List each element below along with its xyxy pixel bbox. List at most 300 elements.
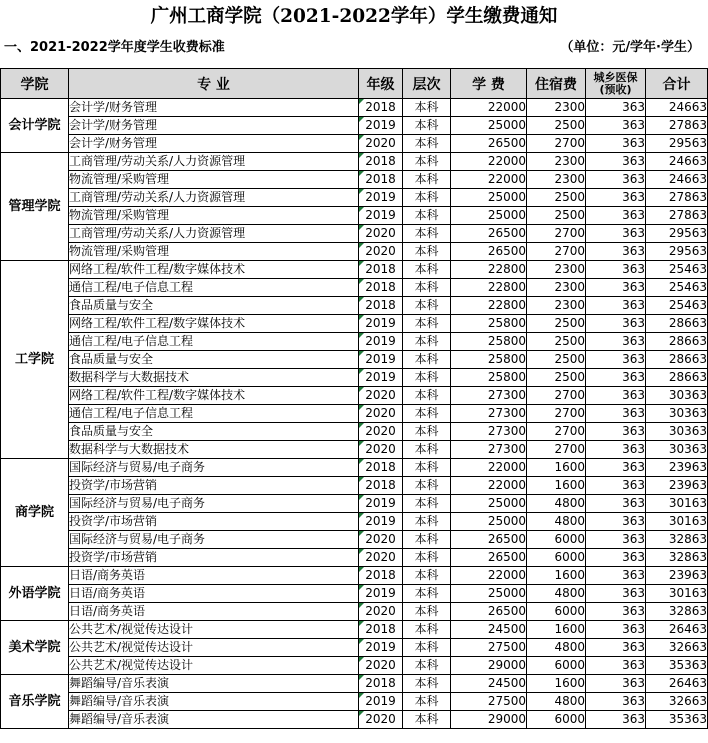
year-cell: 2018 — [359, 477, 403, 495]
dorm-cell: 4800 — [527, 585, 586, 603]
level-cell: 本科 — [403, 315, 451, 333]
dorm-cell: 1600 — [527, 477, 586, 495]
dorm-cell: 2300 — [527, 279, 586, 297]
major-cell: 数据科学与大数据技术 — [69, 441, 359, 459]
year-cell: 2019 — [359, 639, 403, 657]
year-cell: 2020 — [359, 531, 403, 549]
level-cell: 本科 — [403, 153, 451, 171]
header-college: 学院 — [1, 69, 69, 99]
insurance-cell: 363 — [586, 459, 646, 477]
dorm-cell: 2700 — [527, 423, 586, 441]
table-row — [1, 297, 708, 315]
insurance-cell: 363 — [586, 441, 646, 459]
dorm-cell: 2300 — [527, 171, 586, 189]
college-cell: 音乐学院 — [1, 675, 69, 729]
tuition-cell: 25000 — [451, 513, 527, 531]
level-cell: 本科 — [403, 135, 451, 153]
level-cell: 本科 — [403, 477, 451, 495]
dorm-cell: 2500 — [527, 117, 586, 135]
insurance-cell: 363 — [586, 585, 646, 603]
major-cell: 网络工程/软件工程/数字媒体技术 — [69, 387, 359, 405]
insurance-cell: 363 — [586, 513, 646, 531]
year-cell: 2020 — [359, 603, 403, 621]
dorm-cell: 4800 — [527, 495, 586, 513]
table-row — [1, 369, 708, 387]
year-cell: 2018 — [359, 279, 403, 297]
total-cell: 29563 — [646, 243, 708, 261]
year-cell: 2019 — [359, 351, 403, 369]
dorm-cell: 2700 — [527, 135, 586, 153]
total-cell: 24663 — [646, 99, 708, 117]
table-row — [1, 279, 708, 297]
year-cell: 2018 — [359, 261, 403, 279]
dorm-cell: 6000 — [527, 531, 586, 549]
dorm-cell: 4800 — [527, 639, 586, 657]
header-insurance-line1: 城乡医保 — [593, 70, 638, 84]
table-row — [1, 315, 708, 333]
table-row — [1, 711, 708, 729]
insurance-cell: 363 — [586, 549, 646, 567]
tuition-cell: 25800 — [451, 351, 527, 369]
tuition-cell: 22800 — [451, 297, 527, 315]
tuition-cell: 27300 — [451, 405, 527, 423]
insurance-cell: 363 — [586, 315, 646, 333]
year-cell: 2019 — [359, 117, 403, 135]
insurance-cell: 363 — [586, 261, 646, 279]
college-cell: 美术学院 — [1, 621, 69, 675]
table-row — [1, 261, 708, 279]
total-cell: 30163 — [646, 495, 708, 513]
dorm-cell: 2700 — [527, 387, 586, 405]
table-row — [1, 117, 708, 135]
year-cell: 2018 — [359, 297, 403, 315]
total-cell: 29563 — [646, 225, 708, 243]
major-cell: 通信工程/电子信息工程 — [69, 405, 359, 423]
major-cell: 公共艺术/视觉传达设计 — [69, 639, 359, 657]
year-cell: 2018 — [359, 99, 403, 117]
dorm-cell: 1600 — [527, 567, 586, 585]
insurance-cell: 363 — [586, 423, 646, 441]
total-cell: 26463 — [646, 675, 708, 693]
dorm-cell: 2700 — [527, 243, 586, 261]
insurance-cell: 363 — [586, 675, 646, 693]
dorm-cell: 6000 — [527, 711, 586, 729]
dorm-cell: 2500 — [527, 189, 586, 207]
level-cell: 本科 — [403, 279, 451, 297]
dorm-cell: 2300 — [527, 153, 586, 171]
tuition-cell: 22000 — [451, 567, 527, 585]
major-cell: 物流管理/采购管理 — [69, 171, 359, 189]
table-row — [1, 657, 708, 675]
level-cell: 本科 — [403, 675, 451, 693]
total-cell: 32863 — [646, 603, 708, 621]
dorm-cell: 2700 — [527, 225, 586, 243]
header-row — [1, 69, 708, 99]
dorm-cell: 6000 — [527, 549, 586, 567]
year-cell: 2019 — [359, 315, 403, 333]
table-row — [1, 621, 708, 639]
dorm-cell: 6000 — [527, 603, 586, 621]
college-cell: 管理学院 — [1, 153, 69, 261]
total-cell: 25463 — [646, 279, 708, 297]
dorm-cell: 1600 — [527, 459, 586, 477]
tuition-cell: 25000 — [451, 495, 527, 513]
total-cell: 23963 — [646, 459, 708, 477]
insurance-cell: 363 — [586, 711, 646, 729]
tuition-cell: 26500 — [451, 243, 527, 261]
level-cell: 本科 — [403, 711, 451, 729]
table-row — [1, 513, 708, 531]
table-row — [1, 549, 708, 567]
insurance-cell: 363 — [586, 225, 646, 243]
unit-note: （单位：元/学年·学生） — [560, 40, 700, 55]
year-cell: 2018 — [359, 621, 403, 639]
year-cell: 2019 — [359, 585, 403, 603]
total-cell: 35363 — [646, 711, 708, 729]
insurance-cell: 363 — [586, 297, 646, 315]
major-cell: 投资学/市场营销 — [69, 513, 359, 531]
year-cell: 2020 — [359, 135, 403, 153]
tuition-cell: 24500 — [451, 621, 527, 639]
major-cell: 网络工程/软件工程/数字媒体技术 — [69, 315, 359, 333]
level-cell: 本科 — [403, 621, 451, 639]
header-dorm: 住宿费 — [527, 69, 586, 99]
insurance-cell: 363 — [586, 531, 646, 549]
dorm-cell: 2700 — [527, 405, 586, 423]
insurance-cell: 363 — [586, 117, 646, 135]
insurance-cell: 363 — [586, 369, 646, 387]
total-cell: 30163 — [646, 585, 708, 603]
total-cell: 30163 — [646, 513, 708, 531]
college-cell: 外语学院 — [1, 567, 69, 621]
tuition-cell: 22000 — [451, 477, 527, 495]
tuition-cell: 25000 — [451, 117, 527, 135]
insurance-cell: 363 — [586, 621, 646, 639]
dorm-cell: 1600 — [527, 675, 586, 693]
table-row — [1, 585, 708, 603]
major-cell: 工商管理/劳动关系/人力资源管理 — [69, 225, 359, 243]
level-cell: 本科 — [403, 117, 451, 135]
tuition-cell: 29000 — [451, 711, 527, 729]
major-cell: 物流管理/采购管理 — [69, 207, 359, 225]
major-cell: 国际经济与贸易/电子商务 — [69, 495, 359, 513]
tuition-cell: 27300 — [451, 387, 527, 405]
table-row — [1, 333, 708, 351]
major-cell: 舞蹈编导/音乐表演 — [69, 711, 359, 729]
total-cell: 27863 — [646, 189, 708, 207]
total-cell: 32663 — [646, 639, 708, 657]
level-cell: 本科 — [403, 243, 451, 261]
header-level: 层次 — [403, 69, 451, 99]
total-cell: 28663 — [646, 333, 708, 351]
tuition-cell: 22000 — [451, 171, 527, 189]
total-cell: 27863 — [646, 117, 708, 135]
total-cell: 25463 — [646, 297, 708, 315]
insurance-cell: 363 — [586, 243, 646, 261]
fee-table — [0, 68, 708, 729]
header-tuition: 学 费 — [451, 69, 527, 99]
table-row — [1, 243, 708, 261]
tuition-cell: 29000 — [451, 657, 527, 675]
college-cell: 商学院 — [1, 459, 69, 567]
tuition-cell: 24500 — [451, 675, 527, 693]
year-cell: 2019 — [359, 513, 403, 531]
major-cell: 通信工程/电子信息工程 — [69, 333, 359, 351]
table-row — [1, 693, 708, 711]
year-cell: 2019 — [359, 693, 403, 711]
tuition-cell: 22000 — [451, 153, 527, 171]
major-cell: 国际经济与贸易/电子商务 — [69, 531, 359, 549]
table-row — [1, 531, 708, 549]
major-cell: 会计学/财务管理 — [69, 135, 359, 153]
level-cell: 本科 — [403, 585, 451, 603]
tuition-cell: 25800 — [451, 315, 527, 333]
header-insurance-line2: (预收) — [599, 82, 632, 96]
major-cell: 会计学/财务管理 — [69, 99, 359, 117]
insurance-cell: 363 — [586, 333, 646, 351]
page-title: 广州工商学院（2021-2022学年）学生缴费通知 — [150, 6, 558, 27]
dorm-cell: 2500 — [527, 315, 586, 333]
tuition-cell: 22800 — [451, 279, 527, 297]
level-cell: 本科 — [403, 441, 451, 459]
table-row — [1, 351, 708, 369]
tuition-cell: 25800 — [451, 333, 527, 351]
dorm-cell: 2700 — [527, 441, 586, 459]
tuition-cell: 26500 — [451, 603, 527, 621]
insurance-cell: 363 — [586, 189, 646, 207]
major-cell: 投资学/市场营销 — [69, 477, 359, 495]
dorm-cell: 2500 — [527, 333, 586, 351]
dorm-cell: 1600 — [527, 621, 586, 639]
table-row — [1, 495, 708, 513]
total-cell: 23963 — [646, 567, 708, 585]
table-row — [1, 567, 708, 585]
level-cell: 本科 — [403, 99, 451, 117]
major-cell: 日语/商务英语 — [69, 567, 359, 585]
dorm-cell: 2500 — [527, 207, 586, 225]
insurance-cell: 363 — [586, 657, 646, 675]
dorm-cell: 2300 — [527, 99, 586, 117]
tuition-cell: 25000 — [451, 585, 527, 603]
year-cell: 2018 — [359, 153, 403, 171]
insurance-cell: 363 — [586, 279, 646, 297]
major-cell: 公共艺术/视觉传达设计 — [69, 657, 359, 675]
level-cell: 本科 — [403, 369, 451, 387]
level-cell: 本科 — [403, 567, 451, 585]
total-cell: 24663 — [646, 171, 708, 189]
tuition-cell: 22800 — [451, 261, 527, 279]
major-cell: 通信工程/电子信息工程 — [69, 279, 359, 297]
insurance-cell: 363 — [586, 495, 646, 513]
total-cell: 30363 — [646, 387, 708, 405]
insurance-cell: 363 — [586, 135, 646, 153]
total-cell: 30363 — [646, 423, 708, 441]
table-row — [1, 207, 708, 225]
table-row — [1, 153, 708, 171]
level-cell: 本科 — [403, 513, 451, 531]
table-row — [1, 225, 708, 243]
insurance-cell: 363 — [586, 207, 646, 225]
insurance-cell: 363 — [586, 693, 646, 711]
total-cell: 28663 — [646, 369, 708, 387]
level-cell: 本科 — [403, 225, 451, 243]
major-cell: 网络工程/软件工程/数字媒体技术 — [69, 261, 359, 279]
year-cell: 2019 — [359, 333, 403, 351]
year-cell: 2020 — [359, 549, 403, 567]
tuition-cell: 27300 — [451, 423, 527, 441]
insurance-cell: 363 — [586, 477, 646, 495]
total-cell: 23963 — [646, 477, 708, 495]
level-cell: 本科 — [403, 495, 451, 513]
year-cell: 2018 — [359, 675, 403, 693]
major-cell: 食品质量与安全 — [69, 351, 359, 369]
major-cell: 国际经济与贸易/电子商务 — [69, 459, 359, 477]
header-major: 专 业 — [69, 69, 359, 99]
level-cell: 本科 — [403, 603, 451, 621]
total-cell: 28663 — [646, 351, 708, 369]
tuition-cell: 27500 — [451, 639, 527, 657]
major-cell: 工商管理/劳动关系/人力资源管理 — [69, 153, 359, 171]
table-row — [1, 135, 708, 153]
total-cell: 25463 — [646, 261, 708, 279]
level-cell: 本科 — [403, 657, 451, 675]
tuition-cell: 27300 — [451, 441, 527, 459]
dorm-cell: 2500 — [527, 369, 586, 387]
total-cell: 30363 — [646, 405, 708, 423]
fee-table-body — [1, 99, 708, 729]
major-cell: 舞蹈编导/音乐表演 — [69, 675, 359, 693]
table-row — [1, 675, 708, 693]
total-cell: 27863 — [646, 207, 708, 225]
insurance-cell: 363 — [586, 567, 646, 585]
table-row — [1, 441, 708, 459]
insurance-cell: 363 — [586, 405, 646, 423]
major-cell: 投资学/市场营销 — [69, 549, 359, 567]
tuition-cell: 25000 — [451, 189, 527, 207]
dorm-cell: 4800 — [527, 693, 586, 711]
year-cell: 2020 — [359, 387, 403, 405]
table-row — [1, 189, 708, 207]
total-cell: 30363 — [646, 441, 708, 459]
level-cell: 本科 — [403, 171, 451, 189]
level-cell: 本科 — [403, 423, 451, 441]
dorm-cell: 4800 — [527, 513, 586, 531]
table-row — [1, 603, 708, 621]
header-insurance — [586, 69, 646, 99]
dorm-cell: 2500 — [527, 351, 586, 369]
major-cell: 公共艺术/视觉传达设计 — [69, 621, 359, 639]
tuition-cell: 26500 — [451, 531, 527, 549]
insurance-cell: 363 — [586, 99, 646, 117]
table-row — [1, 423, 708, 441]
level-cell: 本科 — [403, 189, 451, 207]
table-row — [1, 405, 708, 423]
insurance-cell: 363 — [586, 153, 646, 171]
tuition-cell: 26500 — [451, 225, 527, 243]
header-total: 合计 — [646, 69, 708, 99]
level-cell: 本科 — [403, 459, 451, 477]
table-row — [1, 171, 708, 189]
table-row — [1, 459, 708, 477]
college-cell: 工学院 — [1, 261, 69, 459]
table-row — [1, 477, 708, 495]
total-cell: 32663 — [646, 693, 708, 711]
year-cell: 2020 — [359, 225, 403, 243]
year-cell: 2020 — [359, 657, 403, 675]
total-cell: 28663 — [646, 315, 708, 333]
dorm-cell: 2300 — [527, 297, 586, 315]
year-cell: 2019 — [359, 495, 403, 513]
header-year: 年级 — [359, 69, 403, 99]
year-cell: 2020 — [359, 423, 403, 441]
level-cell: 本科 — [403, 693, 451, 711]
major-cell: 舞蹈编导/音乐表演 — [69, 693, 359, 711]
table-row — [1, 387, 708, 405]
year-cell: 2018 — [359, 459, 403, 477]
level-cell: 本科 — [403, 387, 451, 405]
insurance-cell: 363 — [586, 603, 646, 621]
section-title: 一、2021-2022学年度学生收费标准 — [4, 40, 225, 55]
total-cell: 24663 — [646, 153, 708, 171]
level-cell: 本科 — [403, 405, 451, 423]
tuition-cell: 26500 — [451, 135, 527, 153]
tuition-cell: 22000 — [451, 99, 527, 117]
major-cell: 物流管理/采购管理 — [69, 243, 359, 261]
table-row — [1, 99, 708, 117]
level-cell: 本科 — [403, 207, 451, 225]
level-cell: 本科 — [403, 351, 451, 369]
tuition-cell: 22000 — [451, 459, 527, 477]
insurance-cell: 363 — [586, 387, 646, 405]
year-cell: 2020 — [359, 441, 403, 459]
dorm-cell: 6000 — [527, 657, 586, 675]
level-cell: 本科 — [403, 639, 451, 657]
major-cell: 食品质量与安全 — [69, 423, 359, 441]
major-cell: 食品质量与安全 — [69, 297, 359, 315]
level-cell: 本科 — [403, 333, 451, 351]
year-cell: 2019 — [359, 207, 403, 225]
year-cell: 2018 — [359, 567, 403, 585]
year-cell: 2020 — [359, 243, 403, 261]
level-cell: 本科 — [403, 297, 451, 315]
dorm-cell: 2300 — [527, 261, 586, 279]
year-cell: 2018 — [359, 171, 403, 189]
tuition-cell: 25800 — [451, 369, 527, 387]
total-cell: 32863 — [646, 549, 708, 567]
level-cell: 本科 — [403, 531, 451, 549]
total-cell: 29563 — [646, 135, 708, 153]
level-cell: 本科 — [403, 261, 451, 279]
table-row — [1, 639, 708, 657]
insurance-cell: 363 — [586, 351, 646, 369]
year-cell: 2020 — [359, 405, 403, 423]
tuition-cell: 25000 — [451, 207, 527, 225]
major-cell: 日语/商务英语 — [69, 603, 359, 621]
tuition-cell: 27500 — [451, 693, 527, 711]
insurance-cell: 363 — [586, 639, 646, 657]
major-cell: 工商管理/劳动关系/人力资源管理 — [69, 189, 359, 207]
major-cell: 数据科学与大数据技术 — [69, 369, 359, 387]
total-cell: 32863 — [646, 531, 708, 549]
insurance-cell: 363 — [586, 171, 646, 189]
college-cell: 会计学院 — [1, 99, 69, 153]
tuition-cell: 26500 — [451, 549, 527, 567]
major-cell: 日语/商务英语 — [69, 585, 359, 603]
year-cell: 2020 — [359, 711, 403, 729]
major-cell: 会计学/财务管理 — [69, 117, 359, 135]
level-cell: 本科 — [403, 549, 451, 567]
total-cell: 26463 — [646, 621, 708, 639]
